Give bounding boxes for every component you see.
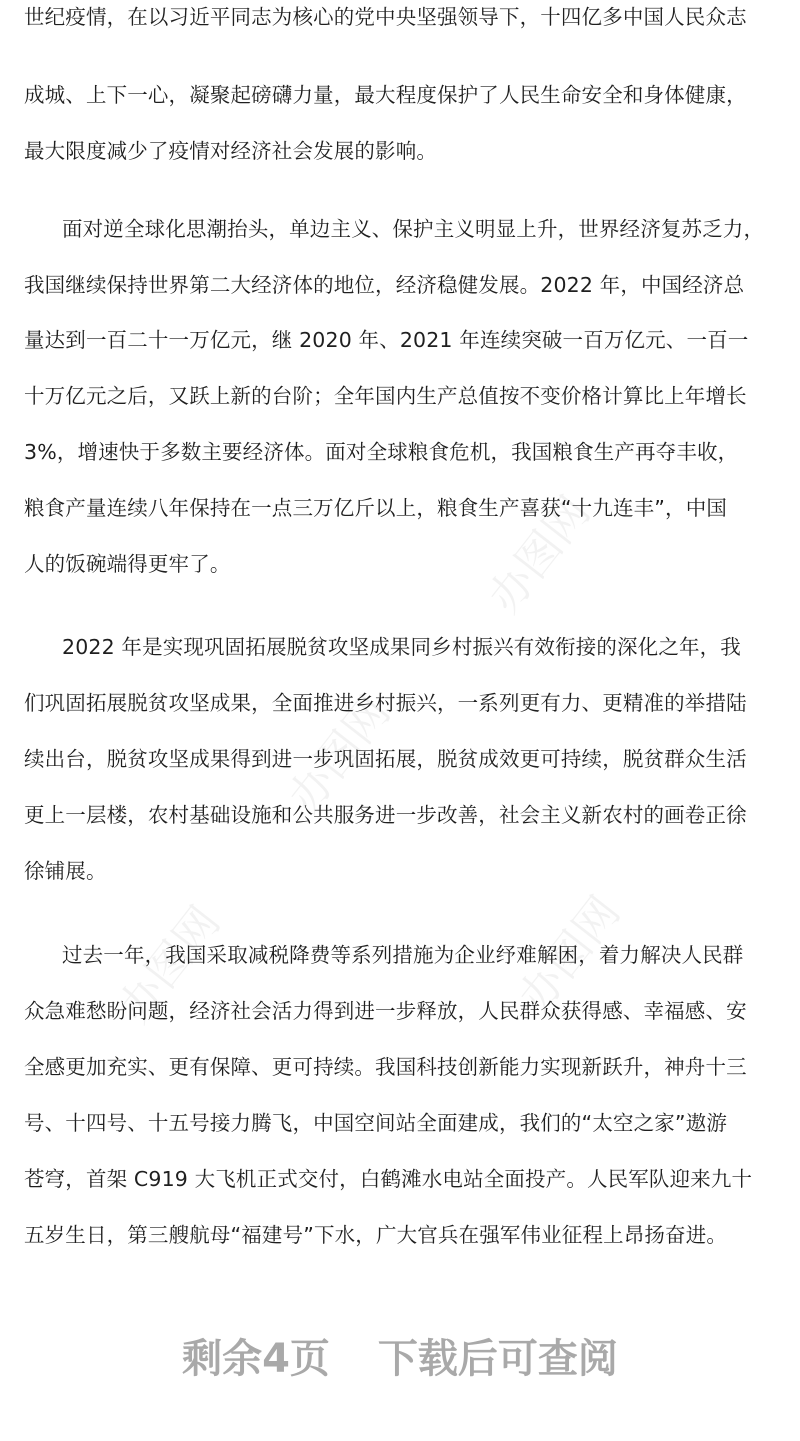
text-line: 量达到一百二十一万亿元，继 2020 年、2021 年连续突破一百万亿元、一百一 (24, 328, 749, 352)
text-line: 苍穹，首架 C919 大飞机正式交付，白鹤滩水电站全面投产。人民军队迎来九十 (24, 1167, 753, 1191)
text-line: 3%，增速快于多数主要经济体。面对全球粮食危机，我国粮食生产再夺丰收， (24, 440, 739, 464)
download-hint-label: 下载后可查阅 (377, 1336, 618, 1382)
text-line: 号、十四号、十五号接力腾飞，中国空间站全面建成，我们的“太空之家”遨游 (24, 1111, 727, 1135)
text-line: 全感更加充实、更有保障、更可持续。我国科技创新能力实现新跃升，神舟十三 (24, 1055, 747, 1079)
remaining-pages-label: 剩余4页 (182, 1336, 330, 1382)
download-prompt-button[interactable] (0, 1331, 800, 1387)
text-line: 徐铺展。 (24, 859, 107, 883)
text-line: 五岁生日，第三艘航母“福建号”下水，广大官兵在强军伟业征程上昂扬奋进。 (24, 1223, 727, 1247)
text-line: 们巩固拓展脱贫攻坚成果，全面推进乡村振兴，一系列更有力、更精准的举措陆 (24, 691, 747, 715)
watermark: 办图网 (508, 887, 631, 1023)
text-line: 粮食产量连续八年保持在一点三万亿斤以上，粮食生产喜获“十九连丰”，中国 (24, 496, 727, 520)
text-line: 我国继续保持世界第二大经济体的地位，经济稳健发展。2022 年，中国经济总 (24, 273, 745, 297)
watermark: 办图网 (478, 487, 601, 623)
text-line: 众急难愁盼问题，经济社会活力得到进一步释放，人民群众获得感、幸福感、安 (24, 999, 747, 1023)
text-line: 人的饭碗端得更牢了。 (24, 552, 231, 576)
text-line: 世纪疫情，在以习近平同志为核心的党中央坚强领导下，十四亿多中国人民众志 (24, 5, 747, 29)
text-line: 最大限度减少了疫情对经济社会发展的影响。 (24, 139, 437, 163)
text-line: 成城、上下一心，凝聚起磅礴力量，最大程度保护了人民生命安全和身体健康， (24, 83, 747, 107)
watermark: 办图网 (108, 897, 231, 1033)
text-line: 续出台，脱贫攻坚成果得到进一步巩固拓展，脱贫成效更可持续，脱贫群众生活 (24, 747, 747, 771)
text-line: 十万亿元之后，又跃上新的台阶；全年国内生产总值按不变价格计算比上年增长 (24, 384, 747, 408)
text-line: 更上一层楼，农村基础设施和公共服务进一步改善，社会主义新农村的画卷正徐 (24, 803, 747, 827)
text-line: 过去一年，我国采取减税降费等系列措施为企业纾难解困，着力解决人民群 (62, 943, 744, 967)
text-line: 面对逆全球化思潮抬头，单边主义、保护主义明显上升，世界经济复苏乏力， (62, 217, 765, 241)
watermark: 办图网 (278, 687, 401, 823)
text-line: 2022 年是实现巩固拓展脱贫攻坚成果同乡村振兴有效衔接的深化之年，我 (62, 635, 741, 659)
